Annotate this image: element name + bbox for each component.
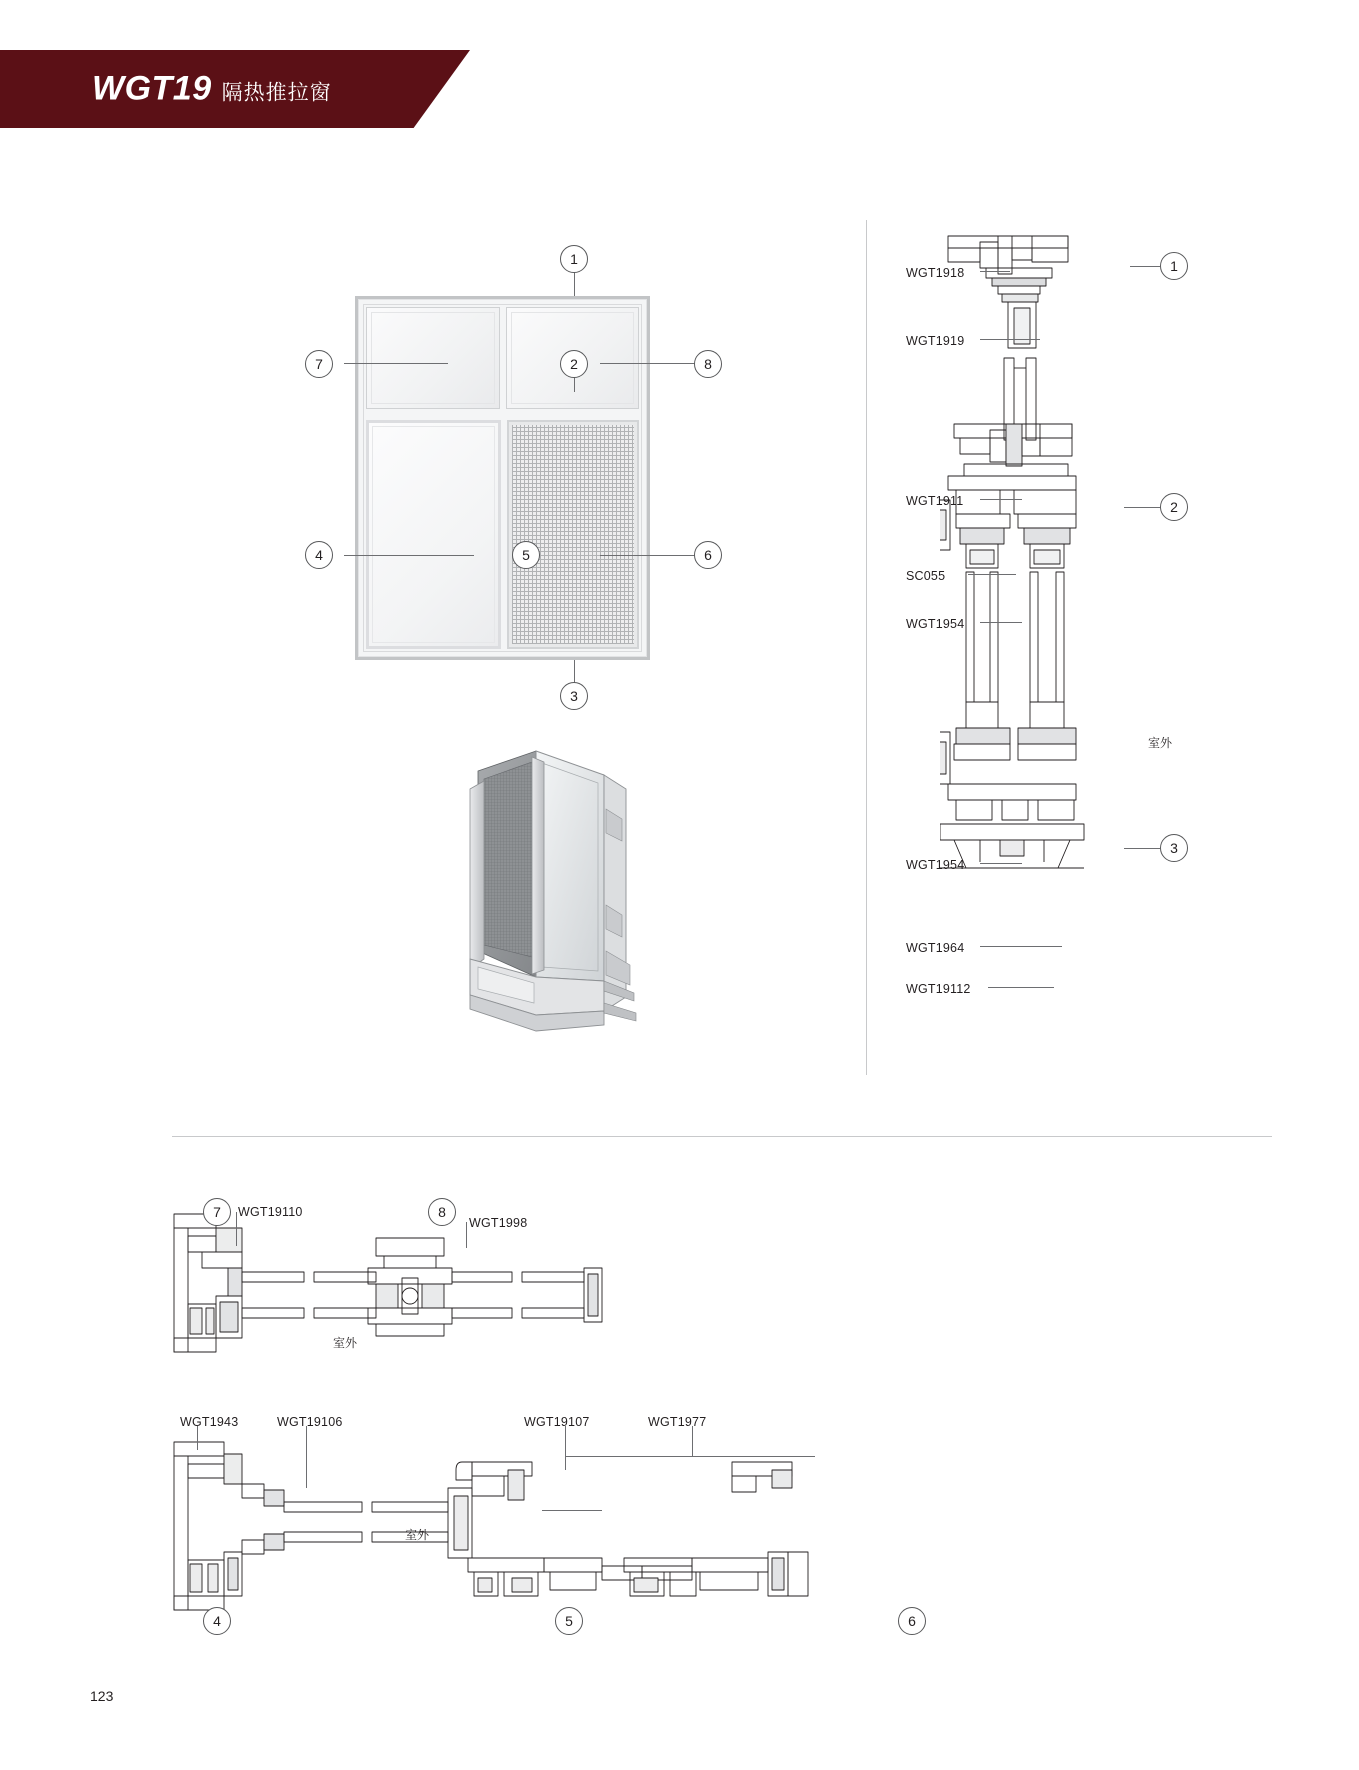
callout-8[interactable]: 8: [694, 350, 722, 378]
lead-wgt1918: [980, 271, 1010, 272]
part-label-wgt1954-upper: WGT1954: [906, 617, 965, 631]
section-callout-3[interactable]: 3: [1160, 834, 1188, 862]
elevation-bottom-row: [363, 417, 642, 652]
lead-wgt1911: [980, 499, 1022, 500]
page-title: [92, 70, 332, 109]
part-label-wgt1964: WGT1964: [906, 941, 965, 955]
part-label-wgt19106: WGT19106: [277, 1415, 343, 1429]
lead-section-callout-1: [1130, 266, 1160, 267]
part-label-wgt1977: WGT1977: [648, 1415, 707, 1429]
outdoor-label-vertical: 室外: [1148, 736, 1173, 750]
part-label-wgt1918: WGT1918: [906, 266, 965, 280]
part-label-wgt1943: WGT1943: [180, 1415, 239, 1429]
product-name: 隔热推拉窗: [221, 81, 332, 105]
callout-1[interactable]: 1: [560, 245, 588, 273]
part-label-wgt1998: WGT1998: [469, 1216, 528, 1230]
lead-wgt19112: [988, 987, 1054, 988]
part-label-wgt1911: WGT1911: [906, 494, 964, 508]
callout-5[interactable]: 5: [512, 541, 540, 569]
window-elevation-drawing: [355, 296, 650, 660]
page-number: 123: [90, 1688, 114, 1704]
lead-wgt19107: [565, 1426, 566, 1470]
outdoor-label-row2: 室外: [405, 1528, 430, 1542]
vertical-divider: [866, 220, 867, 1075]
leader-line-7: [344, 363, 448, 364]
lead-wgt1919: [980, 339, 1040, 340]
bottom-callout-5[interactable]: 5: [555, 1607, 583, 1635]
callout-3[interactable]: 3: [560, 682, 588, 710]
corner-3d-render: [440, 745, 660, 1045]
bottom-callout-4[interactable]: 4: [203, 1607, 231, 1635]
section-callout-2[interactable]: 2: [1160, 493, 1188, 521]
part-label-wgt1919: WGT1919: [906, 334, 965, 348]
part-label-wgt19112: WGT19112: [906, 982, 971, 996]
lead-wgt1964: [980, 946, 1062, 947]
vertical-section-drawing: [940, 228, 1160, 948]
leader-line-8: [600, 363, 696, 364]
lead-sc055: [968, 574, 1016, 575]
bottom-callout-8[interactable]: 8: [428, 1198, 456, 1226]
elevation-insect-screen: [507, 420, 640, 649]
bottom-callout-6[interactable]: 6: [898, 1607, 926, 1635]
section-callout-1[interactable]: 1: [1160, 252, 1188, 280]
lead-wgt1977: [692, 1426, 693, 1456]
lead-section-callout-2: [1124, 507, 1160, 508]
part-label-wgt19107: WGT19107: [524, 1415, 590, 1429]
callout-6[interactable]: 6: [694, 541, 722, 569]
lead-wgt1954-lower: [980, 863, 1022, 864]
horizontal-divider: [172, 1136, 1272, 1137]
outdoor-label-row1: 室外: [333, 1336, 358, 1350]
lead-wgt1998: [466, 1222, 467, 1248]
lead-wgt19106: [306, 1426, 307, 1488]
product-code: WGT19: [92, 69, 212, 108]
lead-wgt1943: [197, 1426, 198, 1450]
part-label-sc055: SC055: [906, 569, 946, 583]
lead-wgt19107-horizontal: [542, 1510, 602, 1511]
lead-wgt1977-horizontal: [565, 1456, 815, 1457]
callout-2[interactable]: 2: [560, 350, 588, 378]
elevation-sliding-sash: [366, 420, 501, 649]
leader-line-4: [344, 555, 474, 556]
lead-section-callout-3: [1124, 848, 1160, 849]
leader-line-6: [600, 555, 696, 556]
lead-wgt19110-tick: [236, 1212, 237, 1213]
lead-wgt19110: [236, 1212, 237, 1246]
horizontal-section-row2: [172, 1440, 932, 1620]
screen-mesh: [512, 425, 635, 644]
callout-4[interactable]: 4: [305, 541, 333, 569]
lead-wgt1954-upper: [980, 622, 1022, 623]
elevation-top-row: [363, 304, 642, 412]
bottom-callout-7[interactable]: 7: [203, 1198, 231, 1226]
callout-7[interactable]: 7: [305, 350, 333, 378]
horizontal-section-row1: [172, 1212, 622, 1357]
part-label-wgt19110: WGT19110: [238, 1205, 303, 1219]
page-header-banner: [0, 50, 470, 128]
part-label-wgt1954-lower: WGT1954: [906, 858, 965, 872]
elevation-fixed-pane-left: [366, 307, 500, 409]
